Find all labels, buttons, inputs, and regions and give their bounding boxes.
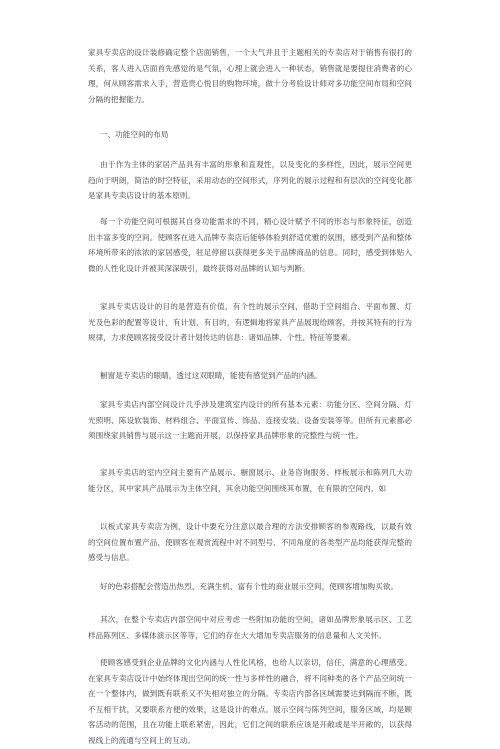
paragraph-color: 好的色彩搭配会营造出热烈、充满生机、富有个性的商业展示空间，使顾客增加购买欲。 <box>100 582 399 591</box>
paragraph-visit-route: 以板式家具专卖店为例，设计中要充分注意以最合理的方法安排顾客的参观路线，以最有效的空间位置布置产品，使顾客在观赏流程中对不同型号、不同角度的各类型产品均能获得完整的感受与信息。 <box>88 522 412 563</box>
paragraph-unity: 使顾客感受到企业品牌的文化内涵与人性化风格，也给人以亲切，信任，满意的心理感受。在家具专卖店设计中始终体现出空间的统一性与多样性的融合，将不同种类的各个产品空间统一在一个整体内，做到既有联系又不失相对独立的分隔。专卖店内部各区域需要达到隔而不断，既不互相干扰，又要联系方便的效果，这是设计的难点。展示空间与陈列空间，服务区域，均是顾客活动的范围，且在功能上联系紧密，因此，它们之间的联系应该是开敞或是半开敞的，以获得视线上的流通与空间上的互动。 <box>88 658 412 745</box>
intro-paragraph: 家具专卖店的设计装修确定整个店面销售，一个大气并且于主题相关的专卖店对于销售有很打的关系，客人进入店面首先感觉的是气氛，心理上就会进入一种状态，销售就是要提住消费者的心理，何从顾客需求入手，营造贵心悦目的购物环境，做十分考验设计师对多功能空间布局和空间分隔的把握能力。 <box>88 48 412 104</box>
paragraph-interior-elements: 家具专卖店内部空间设计几乎涉及建筑室内设计的所有基本元素：功能分区、空间分隔、灯光照明、陈设软装饰、材料组合、平面宣传、饰品、连接安装、设备安装等等。但所有元素都必须围绕家具销售与展示这一主题而开展，以保持家具品牌形象的完整性与统一性。 <box>88 400 412 441</box>
paragraph-space-principles: 由于作为主体的家居产品具有丰富的形象和直观性，以及变化的多样性，因此，展示空间更趋向于明朗，简洁的时空特征，采用动态的空间形式，序列化的展示过程和有层次的空间变化都是家具专卖店设计的基本原则。 <box>88 160 412 201</box>
paragraph-functional-zones: 家具专卖店的室内空间主要有产品展示、橱窗展示、业务咨询服务、样板展示和陈列几大功能分区，其中家具产品展示为主体空间，其余功能空间围绕其布置，在有限的空间内，如 <box>88 468 412 493</box>
paragraph-functional-spaces: 每一个功能空间可根据其自身功能需求的不同，精心设计赋予不同的形态与形象特征，创造出丰富多变的空间。使顾客在进入品牌专卖店后能够体验到舒适优雅的氛围，感受到产品和整体环境所带来的浓浓的家居感受，驻足停留以获得更多关于品牌商品的信息。同时，感受到体贴入微的人性化设计并被其深深吸引，最终获得对品牌的认知与判断。 <box>88 217 412 273</box>
section-heading: 一、功能空间的布局 <box>100 130 169 139</box>
paragraph-additional-spaces: 其次，在整个专卖店内部空间中对应考虑一些附加功能的空间，诸如品牌形象展示区、工艺样品陈列区、多媒体演示区等等，它们的存在大大增加专卖店服务的信息量和人文关怀。 <box>88 615 412 640</box>
paragraph-shop-window: 橱窗是专卖店的眼睛，透过这双眼睛，能使有感觉到产品的内涵。 <box>100 371 322 380</box>
paragraph-design-purpose: 家具专卖店设计的目的是营造有价值，有个性的展示空间，借助于空间组合、平面布置、灯光及色彩的配置等设计，有计划，有目的，有逻辑地将家具产品展现给顾客，并按其特有的行为规律，力求使顾客接受设计者计划传达的信息：诸如品牌、个性、特征等要素。 <box>88 302 412 343</box>
